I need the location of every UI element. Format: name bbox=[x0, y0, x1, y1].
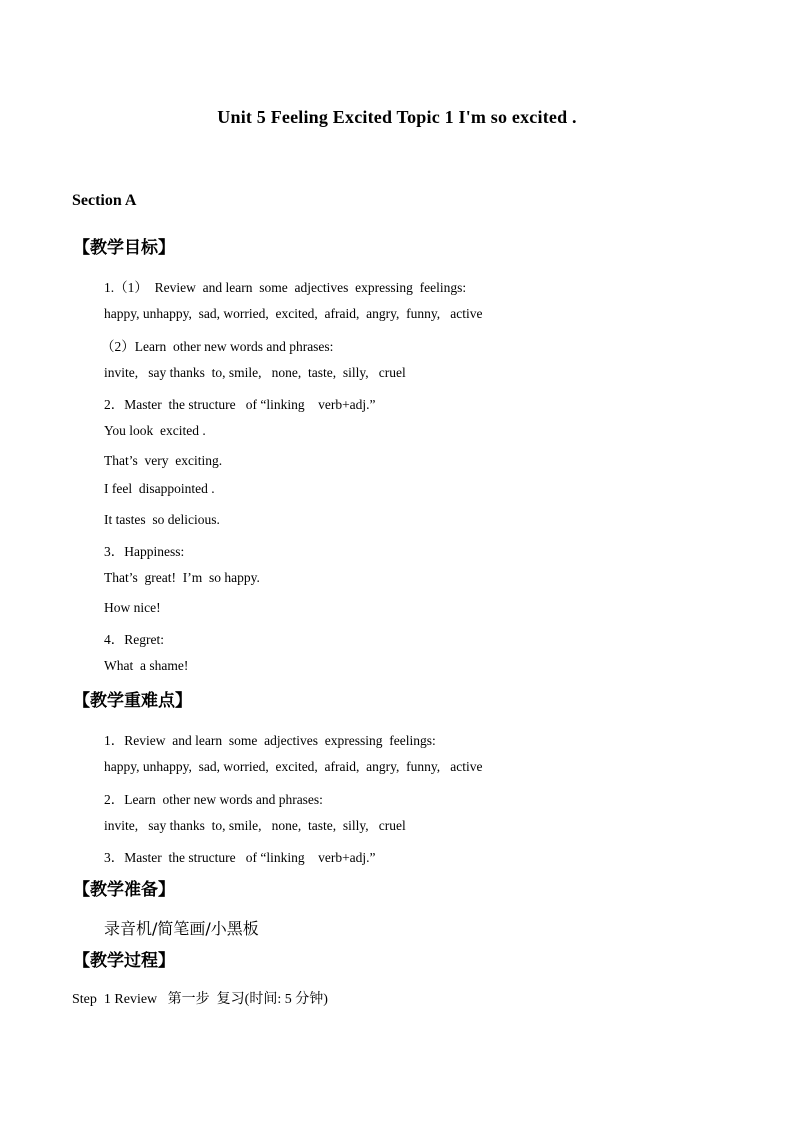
goal-line: That’s great! I’m so happy. bbox=[104, 570, 260, 585]
heading-preparation: 【教学准备】 bbox=[73, 880, 175, 900]
goal-line: You look excited . bbox=[104, 423, 206, 438]
key-point-line: 3．Master the structure of “linking verb+adj.” bbox=[104, 850, 376, 865]
goal-line: （2）Learn other new words and phrases: bbox=[101, 339, 334, 354]
document-title: Unit 5 Feeling Excited Topic 1 I'm so excited . bbox=[217, 107, 577, 127]
goal-line: 2．Master the structure of “linking verb+adj.” bbox=[104, 397, 376, 412]
goal-line: I feel disappointed . bbox=[104, 481, 215, 496]
key-point-line: happy, unhappy, sad, worried, excited, afraid, angry, funny, active bbox=[104, 759, 483, 774]
goal-line: How nice! bbox=[104, 600, 161, 615]
preparation-text: 录音机/简笔画/小黑板 bbox=[104, 919, 259, 938]
goal-line: 4．Regret: bbox=[104, 632, 164, 647]
key-point-line: invite, say thanks to, smile, none, taste, silly, cruel bbox=[104, 818, 406, 833]
heading-key-points: 【教学重难点】 bbox=[73, 691, 192, 711]
heading-process: 【教学过程】 bbox=[73, 951, 175, 971]
section-heading: Section A bbox=[72, 192, 137, 209]
key-point-line: 1．Review and learn some adjectives expressing feelings: bbox=[104, 733, 436, 748]
heading-teaching-goals: 【教学目标】 bbox=[73, 238, 175, 258]
goal-line: happy, unhappy, sad, worried, excited, afraid, angry, funny, active bbox=[104, 306, 483, 321]
step-1-review: Step 1 Review 第一步 复习(时间: 5 分钟) bbox=[72, 992, 328, 1007]
goal-line: 3．Happiness: bbox=[104, 544, 185, 559]
goal-line: invite, say thanks to, smile, none, taste, silly, cruel bbox=[104, 365, 406, 380]
goal-line: What a shame! bbox=[104, 658, 189, 673]
goal-line: That’s very exciting. bbox=[104, 453, 223, 468]
goal-line: 1.（1） Review and learn some adjectives expressing feelings: bbox=[104, 280, 467, 295]
goal-line: It tastes so delicious. bbox=[104, 512, 220, 527]
key-point-line: 2．Learn other new words and phrases: bbox=[104, 792, 323, 807]
